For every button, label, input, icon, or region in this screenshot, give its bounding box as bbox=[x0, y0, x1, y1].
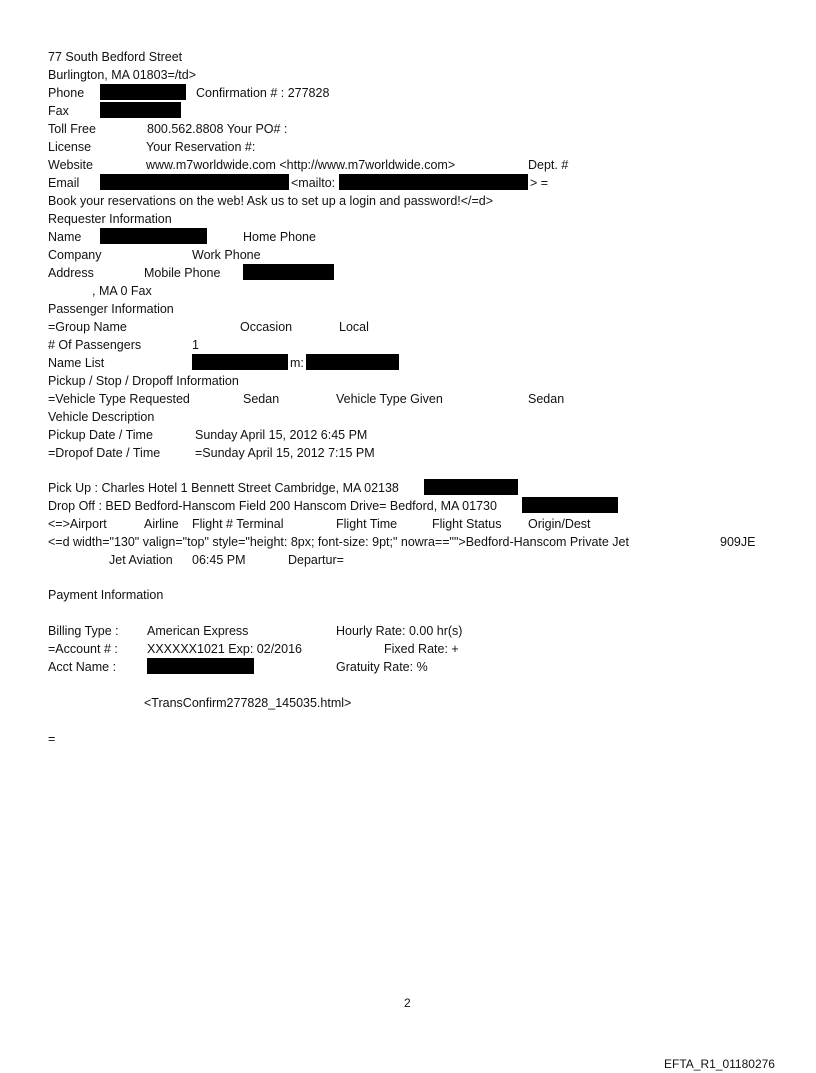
email-label: Email bbox=[48, 176, 80, 190]
company-label: Company bbox=[48, 248, 102, 262]
pickup-date-label: Pickup Date / Time bbox=[48, 428, 153, 442]
redaction-pick-up bbox=[424, 479, 518, 495]
airline-label: Airline bbox=[144, 517, 179, 531]
web-booking-note: Book your reservations on the web! Ask us to set up a login and password!</=d> bbox=[48, 194, 494, 208]
pickup-heading: Pickup / Stop / Dropoff Information bbox=[48, 374, 239, 388]
dropoff-date-label: =Dropof Date / Time bbox=[48, 446, 161, 460]
requester-name-label: Name bbox=[48, 230, 82, 244]
passenger-count-label: # Of Passengers bbox=[48, 338, 142, 352]
flight-time-label: Flight Time bbox=[336, 517, 398, 531]
origin-dest-label: Origin/Dest bbox=[528, 517, 591, 531]
mobile-phone-label: Mobile Phone bbox=[144, 266, 221, 280]
billing-type-value: American Express bbox=[147, 624, 249, 638]
home-phone-label: Home Phone bbox=[243, 230, 316, 244]
document-id: EFTA_R1_01180276 bbox=[664, 1057, 775, 1071]
jet-time: 06:45 PM bbox=[192, 553, 246, 567]
vehicle-description-label: Vehicle Description bbox=[48, 410, 155, 424]
redaction-email bbox=[100, 174, 289, 190]
acct-name-label: Acct Name : bbox=[48, 660, 117, 674]
email-end: > = bbox=[530, 176, 549, 190]
flight-code: 909JE bbox=[720, 535, 756, 549]
fax-label: Fax bbox=[48, 104, 69, 118]
account-label: =Account # : bbox=[48, 642, 118, 656]
local-label: Local bbox=[339, 320, 369, 334]
reservation-number: Your Reservation #: bbox=[146, 140, 256, 154]
mailto-link[interactable]: <mailto: bbox=[291, 176, 336, 190]
vehicle-given-value: Sedan bbox=[528, 392, 565, 406]
html-fragment-line: <=d width="130" valign="top" style="height: 8px; font-size: 9pt;" nowra=="">Bedford-Hanscom Private Jet bbox=[48, 535, 629, 549]
hourly-rate: Hourly Rate: 0.00 hr(s) bbox=[336, 624, 463, 638]
license-label: License bbox=[48, 140, 92, 154]
confirmation-number: Confirmation # : 277828 bbox=[196, 86, 330, 100]
airport-label: <=>Airport bbox=[48, 517, 107, 531]
toll-free-label: Toll Free bbox=[48, 122, 96, 136]
redaction-phone bbox=[100, 84, 186, 100]
pick-up-address: Pick Up : Charles Hotel 1 Bennett Street Cambridge, MA 02138 bbox=[48, 481, 399, 495]
pickup-date-value: Sunday April 15, 2012 6:45 PM bbox=[195, 428, 368, 442]
account-value: XXXXXX1021 Exp: 02/2016 bbox=[147, 642, 302, 656]
vehicle-requested-value: Sedan bbox=[243, 392, 280, 406]
passenger-heading: Passenger Information bbox=[48, 302, 174, 316]
redaction-fax bbox=[100, 102, 181, 118]
work-phone-label: Work Phone bbox=[192, 248, 261, 262]
toll-free-value: 800.562.8808 Your PO# : bbox=[147, 122, 288, 136]
redaction-name-list-m bbox=[306, 354, 399, 370]
flight-status-label: Flight Status bbox=[432, 517, 502, 531]
website-label: Website bbox=[48, 158, 93, 172]
passenger-count-value: 1 bbox=[192, 338, 199, 352]
payment-heading: Payment Information bbox=[48, 588, 164, 602]
redaction-mailto bbox=[339, 174, 528, 190]
flight-terminal-label: Flight # Terminal bbox=[192, 517, 284, 531]
city-line: Burlington, MA 01803=/td> bbox=[48, 68, 197, 82]
vehicle-requested-label: =Vehicle Type Requested bbox=[48, 392, 190, 406]
drop-off-address: Drop Off : BED Bedford-Hanscom Field 200 Hanscom Drive= Bedford, MA 01730 bbox=[48, 499, 497, 513]
occasion-label: Occasion bbox=[240, 320, 293, 334]
phone-label: Phone bbox=[48, 86, 85, 100]
name-list-m-label: m: bbox=[290, 356, 304, 370]
redaction-acct-name bbox=[147, 658, 254, 674]
fixed-rate: Fixed Rate: + bbox=[384, 642, 459, 656]
departure-label: Departur= bbox=[288, 553, 344, 567]
redaction-drop-off bbox=[522, 497, 618, 513]
website-link[interactable]: www.m7worldwide.com <http://www.m7worldwide.com> bbox=[146, 158, 456, 172]
page-number: 2 bbox=[404, 996, 411, 1010]
billing-type-label: Billing Type : bbox=[48, 624, 119, 638]
redaction-mobile-phone bbox=[243, 264, 334, 280]
group-name-label: =Group Name bbox=[48, 320, 127, 334]
vehicle-given-label: Vehicle Type Given bbox=[336, 392, 443, 406]
trailing-equals: = bbox=[48, 732, 56, 746]
address-label: Address bbox=[48, 266, 94, 280]
state-fax-line: , MA 0 Fax bbox=[92, 284, 152, 298]
trans-confirm-link[interactable]: <TransConfirm277828_145035.html> bbox=[144, 696, 352, 710]
street-address: 77 South Bedford Street bbox=[48, 50, 183, 64]
name-list-label: Name List bbox=[48, 356, 105, 370]
gratuity-rate: Gratuity Rate: % bbox=[336, 660, 428, 674]
requester-heading: Requester Information bbox=[48, 212, 172, 226]
dept-label: Dept. # bbox=[528, 158, 569, 172]
redaction-requester-name bbox=[100, 228, 207, 244]
dropoff-date-value: =Sunday April 15, 2012 7:15 PM bbox=[195, 446, 375, 460]
jet-aviation-label: Jet Aviation bbox=[109, 553, 173, 567]
redaction-name-list bbox=[192, 354, 288, 370]
